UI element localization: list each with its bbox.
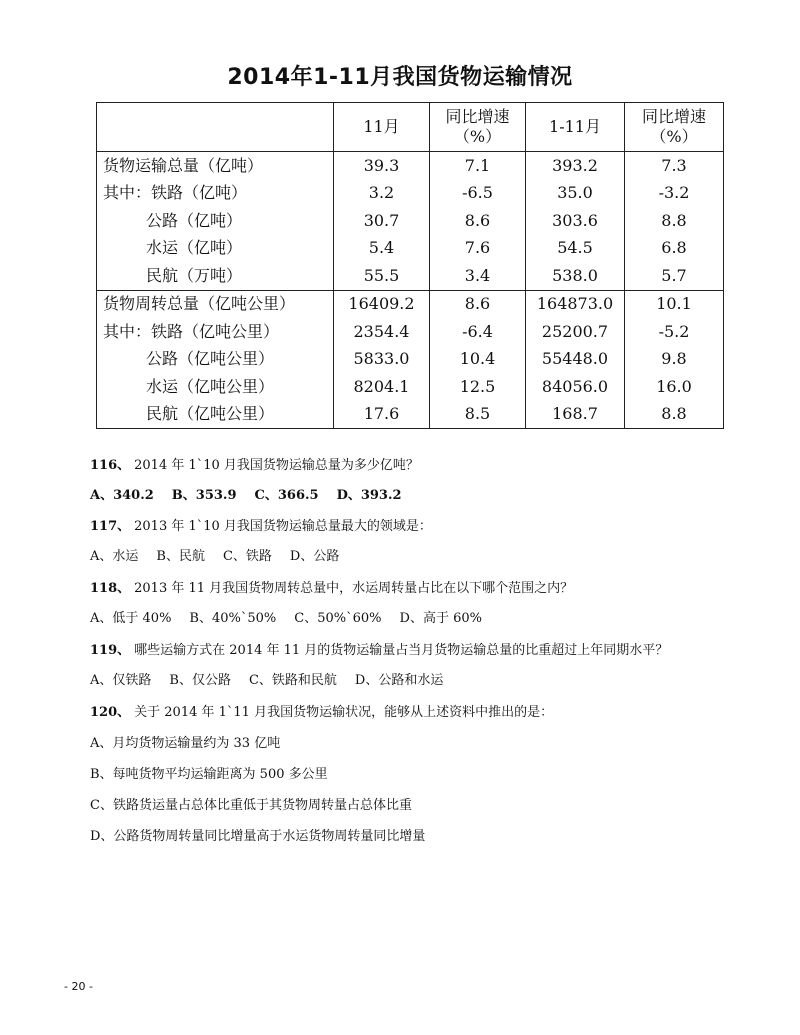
question-number: 120、	[90, 705, 131, 720]
question-118	[90, 577, 573, 596]
question-number: 116、	[90, 458, 131, 473]
question-number: 119、	[90, 643, 131, 658]
question-number: 118、	[90, 581, 131, 596]
table-row	[97, 152, 724, 180]
table-header-cell: 1-11月	[526, 103, 625, 152]
question-text: 2013 年 1`10 月我国货物运输总量最大的领域是：	[134, 519, 432, 534]
table-cell: 54.5	[526, 235, 625, 263]
table-cell: 393.2	[526, 152, 625, 180]
table-cell: 7.1	[430, 152, 526, 180]
table-cell: 8.6	[430, 207, 526, 235]
table-row	[97, 318, 724, 346]
option: C、50%`60%	[294, 611, 382, 626]
freight-table	[96, 102, 724, 429]
table-cell: 9.8	[625, 346, 724, 374]
table-cell: 10.4	[430, 346, 526, 374]
table-cell: 7.6	[430, 235, 526, 263]
table-cell: 7.3	[625, 152, 724, 180]
table-cell: 2354.4	[334, 318, 430, 346]
table-cell: 17.6	[334, 401, 430, 429]
option: A、水运	[90, 549, 139, 564]
table-cell: 8.8	[625, 207, 724, 235]
table-row	[97, 180, 724, 208]
option: B、40%`50%	[189, 611, 277, 626]
option: D、公路货物周转量同比增量高于水运货物周转量同比增量	[90, 829, 426, 844]
table-cell: 168.7	[526, 401, 625, 429]
table-cell: 30.7	[334, 207, 430, 235]
option: A、低于 40%	[90, 611, 172, 626]
table-row	[97, 262, 724, 290]
table-cell: 55.5	[334, 262, 430, 290]
table-header-cell: 同比增速 （%）	[625, 103, 724, 152]
table-cell: -3.2	[625, 180, 724, 208]
table-cell: -5.2	[625, 318, 724, 346]
table-cell: 16.0	[625, 373, 724, 401]
row-label: 其中：铁路（亿吨）	[97, 180, 334, 208]
question-text: 2013 年 11 月我国货物周转总量中，水运周转量占比在以下哪个范围之内？	[134, 581, 574, 596]
options-row	[90, 545, 357, 564]
question-text: 关于 2014 年 1`11 月我国货物运输状况，能够从上述资料中推出的是：	[134, 705, 554, 720]
row-label: 公路（亿吨公里）	[97, 346, 334, 374]
table-header-row	[97, 103, 724, 152]
table-cell: 5.7	[625, 262, 724, 290]
row-label: 水运（亿吨公里）	[97, 373, 334, 401]
option: A、仅铁路	[90, 673, 152, 688]
option: C、铁路	[222, 549, 272, 564]
table-cell: 10.1	[625, 290, 724, 318]
question-number: 117、	[90, 519, 131, 534]
table-row	[97, 373, 724, 401]
row-label: 货物运输总量（亿吨）	[97, 152, 334, 180]
option: C、铁路和民航	[248, 673, 337, 688]
question-117	[90, 515, 432, 534]
row-label: 民航（万吨）	[97, 262, 334, 290]
row-label: 民航（亿吨公里）	[97, 401, 334, 429]
option: D、公路	[289, 549, 340, 564]
table-cell: 3.4	[430, 262, 526, 290]
table-cell: 55448.0	[526, 346, 625, 374]
option: A、340.2	[90, 488, 154, 503]
option: D、公路和水运	[354, 673, 444, 688]
option: D、393.2	[336, 488, 402, 503]
options-row	[90, 669, 461, 688]
option: A、月均货物运输量约为 33 亿吨	[90, 736, 281, 751]
question-116	[90, 454, 419, 473]
options-row	[90, 607, 500, 626]
option: B、民航	[156, 549, 205, 564]
question-119	[90, 639, 668, 658]
row-label: 水运（亿吨）	[97, 235, 334, 263]
question-120	[90, 701, 553, 720]
table-cell: 8204.1	[334, 373, 430, 401]
table-cell: 16409.2	[334, 290, 430, 318]
table-cell: 35.0	[526, 180, 625, 208]
table-cell: 8.5	[430, 401, 526, 429]
page-number: - 20 -	[64, 980, 93, 993]
table-cell: 5.4	[334, 235, 430, 263]
options-row	[90, 484, 420, 503]
page-title: 2014年1-11月我国货物运输情况	[227, 65, 573, 90]
table-row	[97, 290, 724, 318]
table-cell: 5833.0	[334, 346, 430, 374]
option: C、铁路货运量占总体比重低于其货物周转量占总体比重	[90, 798, 412, 813]
table-header-cell: 同比增速 （%）	[430, 103, 526, 152]
table-cell: 303.6	[526, 207, 625, 235]
option: B、353.9	[171, 488, 237, 503]
table-row	[97, 346, 724, 374]
table-row	[97, 235, 724, 263]
row-label: 其中：铁路（亿吨公里）	[97, 318, 334, 346]
table-cell: 25200.7	[526, 318, 625, 346]
table-cell: 8.8	[625, 401, 724, 429]
option: B、每吨货物平均运输距离为 500 多公里	[90, 767, 328, 782]
row-label: 货物周转总量（亿吨公里）	[97, 290, 334, 318]
table-cell: -6.5	[430, 180, 526, 208]
option: D、高于 60%	[399, 611, 482, 626]
question-text: 2014 年 1`10 月我国货物运输总量为多少亿吨？	[134, 458, 419, 473]
table-row	[97, 401, 724, 429]
table-cell: 8.6	[430, 290, 526, 318]
table-row	[97, 207, 724, 235]
row-label: 公路（亿吨）	[97, 207, 334, 235]
table-header-cell: 11月	[334, 103, 430, 152]
table-cell: 12.5	[430, 373, 526, 401]
table-cell: 164873.0	[526, 290, 625, 318]
option: C、366.5	[254, 488, 319, 503]
table-cell: -6.4	[430, 318, 526, 346]
table-cell: 3.2	[334, 180, 430, 208]
table-cell: 538.0	[526, 262, 625, 290]
table-cell: 39.3	[334, 152, 430, 180]
option: B、仅公路	[169, 673, 231, 688]
table-cell: 84056.0	[526, 373, 625, 401]
question-text: 哪些运输方式在 2014 年 11 月的货物运输量占当月货物运输总量的比重超过上年同期水平？	[134, 643, 669, 658]
table-cell: 6.8	[625, 235, 724, 263]
table-header-cell	[97, 103, 334, 152]
